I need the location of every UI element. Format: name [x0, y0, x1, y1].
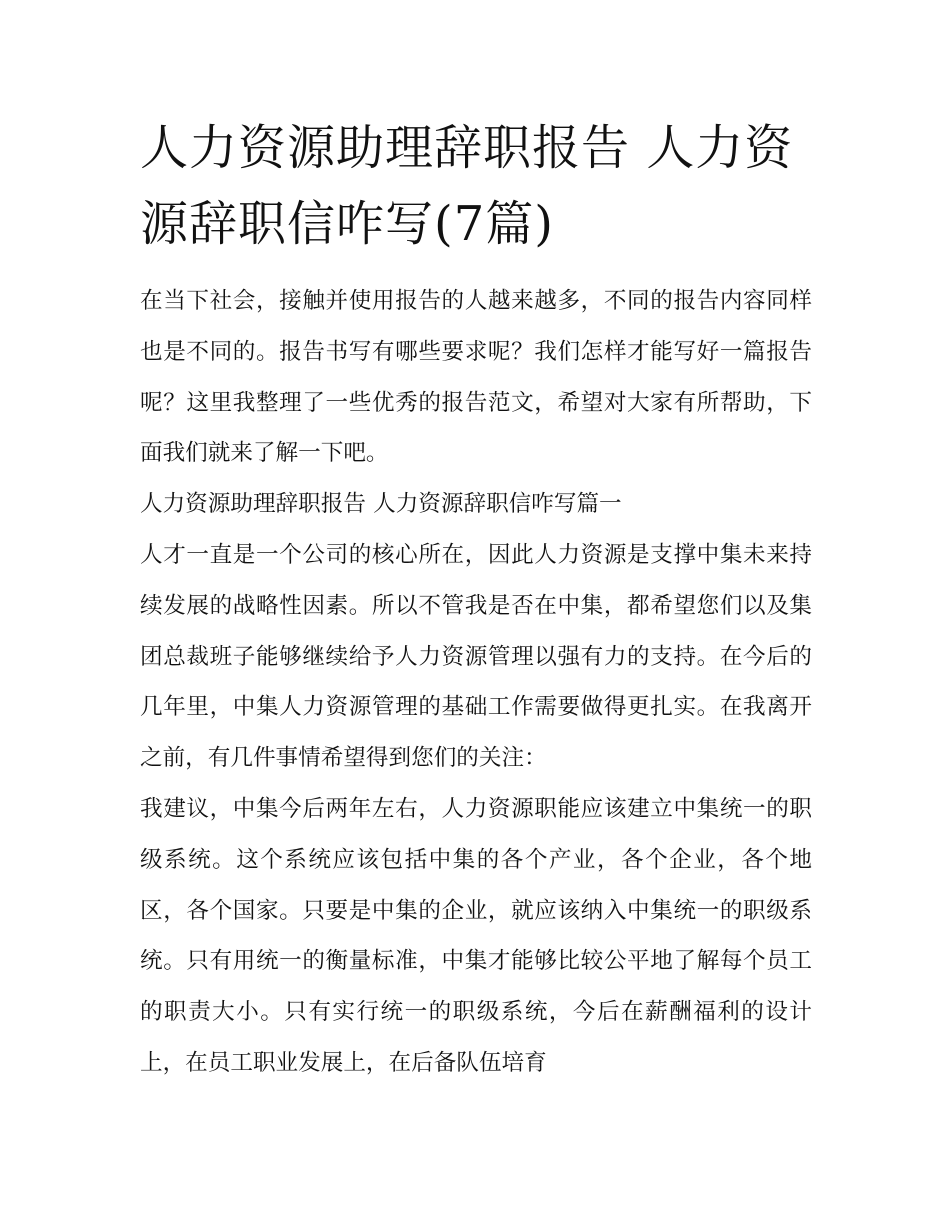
document-body — [140, 276, 812, 1089]
body-paragraph-talent: 人才一直是一个公司的核心所在，因此人力资源是支撑中集未来持续发展的战略性因素。所以不管我是否在中集，都希望您们以及集团总裁班子能够继续给予人力资源管理以强有力的支持。在今后的几年里，中集人力资源管理的基础工作需要做得更扎实。在我离开之前，有几件事情希望得到您们的关注： — [140, 541, 812, 772]
body-paragraph-job-grade: 我建议，中集今后两年左右，人力资源职能应该建立中集统一的职级系统。这个系统应该包括中集的各个产业，各个企业，各个地区，各个国家。只要是中集的企业，就应该纳入中集统一的职级系统。只有用统一的衡量标准，中集才能够比较公平地了解每个员工的职责大小。只有实行统一的职级系统，今后在薪酬福利的设计上，在员工职业发展上，在后备队伍培育 — [140, 795, 812, 1076]
section-heading: 人力资源助理辞职报告 人力资源辞职信咋写篇一 — [140, 491, 622, 518]
document-title: 人力资源助理辞职报告 人力资源辞职信咋写(7篇) — [140, 120, 794, 252]
document-page — [140, 110, 812, 1089]
intro-paragraph: 在当下社会，接触并使用报告的人越来越多，不同的报告内容同样也是不同的。报告书写有哪些要求呢？我们怎样才能写好一篇报告呢？这里我整理了一些优秀的报告范文，希望对大家有所帮助，下面我们就来了解一下吧。 — [140, 288, 812, 467]
